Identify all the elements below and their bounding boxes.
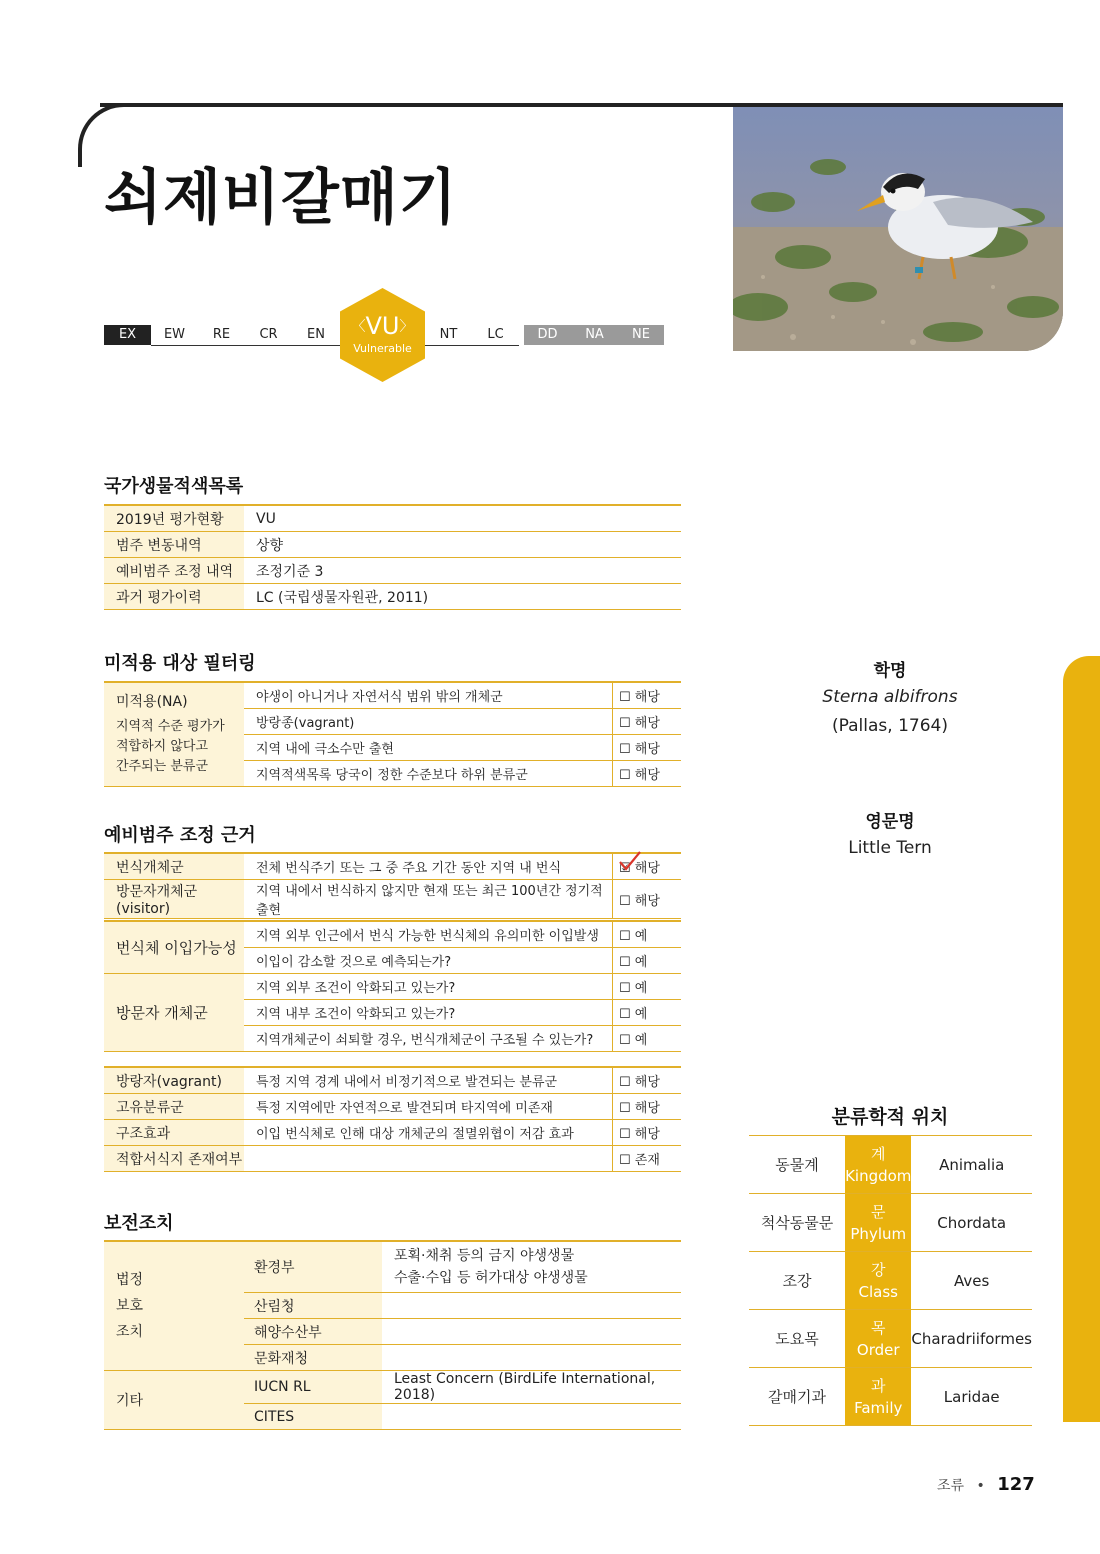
taxonomy-rank bbox=[845, 1194, 911, 1252]
taxonomy-heading: 분류학적 위치 bbox=[831, 1106, 949, 1128]
category-vu-row bbox=[340, 312, 425, 341]
category-dd: DD bbox=[524, 325, 572, 345]
taxonomy-korean: 척삭동물문 bbox=[749, 1194, 845, 1252]
vagrant-checkbox[interactable]: ☐ 해당 bbox=[613, 1067, 682, 1094]
filtering-na-cell bbox=[104, 682, 244, 787]
agency-label: 환경부 bbox=[244, 1241, 382, 1293]
footer-section: 조류 bbox=[937, 1478, 965, 1494]
taxonomy-value: Chordata bbox=[911, 1194, 1032, 1252]
national-list-value: VU bbox=[244, 505, 681, 532]
agency-value-line: 수출·수입 등 허가대상 야생생물 bbox=[394, 1270, 588, 1286]
category-nt: NT bbox=[425, 325, 472, 346]
visitor-pop-checkbox[interactable]: ☐ 예 bbox=[613, 1026, 682, 1052]
rescue-checkbox[interactable]: ☐ 해당 bbox=[613, 1120, 682, 1146]
taxonomy-value: Charadriiformes bbox=[911, 1310, 1032, 1368]
adjustment-table-1 bbox=[104, 852, 681, 919]
filtering-checkbox[interactable]: ☐ 해당 bbox=[613, 682, 682, 709]
filtering-row-text: 방랑종(vagrant) bbox=[244, 709, 613, 735]
visitor-pop-label: 방문자 개체군 bbox=[104, 974, 244, 1052]
national-list-label: 과거 평가이력 bbox=[104, 584, 244, 610]
footer-bullet: • bbox=[976, 1478, 985, 1494]
rank-english: Family bbox=[854, 1398, 903, 1417]
agency-label: IUCN RL bbox=[244, 1371, 382, 1404]
filtering-row-text: 지역적색목록 당국이 정한 수준보다 하위 분류군 bbox=[244, 761, 613, 787]
taxonomy-value: Animalia bbox=[911, 1136, 1032, 1194]
filtering-na-desc-1: 지역적 수준 평가가 bbox=[116, 719, 225, 734]
visitor-pop-text: 지역개체군이 쇠퇴할 경우, 번식개체군이 구조될 수 있는가? bbox=[244, 1026, 613, 1052]
agency-value bbox=[382, 1293, 681, 1319]
immigration-text: 이입이 감소할 것으로 예측되는가? bbox=[244, 948, 613, 974]
rank-korean: 강 bbox=[871, 1260, 886, 1279]
filtering-table bbox=[104, 681, 681, 787]
checkmark-icon bbox=[618, 850, 642, 872]
rank-korean: 목 bbox=[871, 1318, 886, 1337]
national-list-value: 조정기준 3 bbox=[244, 558, 681, 584]
agency-value: Least Concern (BirdLife International, 2018) bbox=[382, 1371, 681, 1404]
agency-label: 해양수산부 bbox=[244, 1319, 382, 1345]
rank-korean: 과 bbox=[871, 1376, 886, 1395]
breeding-check-label: ☑ 해당 bbox=[619, 861, 660, 876]
visitor-checkbox[interactable]: ☐ 해당 bbox=[613, 880, 682, 919]
category-vu-label: Vulnerable bbox=[353, 342, 412, 355]
national-list-heading: 국가생물적색목록 bbox=[104, 476, 244, 497]
adjustment-label: 적합서식지 존재여부 bbox=[104, 1146, 244, 1172]
rank-english: Order bbox=[856, 1340, 900, 1359]
filtering-checkbox[interactable]: ☐ 해당 bbox=[613, 735, 682, 761]
adjustment-table-2 bbox=[104, 920, 681, 1052]
conservation-heading: 보전조치 bbox=[104, 1213, 174, 1234]
arrow-left-icon: 〈 bbox=[351, 319, 366, 335]
tern-illustration bbox=[733, 107, 1063, 351]
adjustment-label: 구조효과 bbox=[104, 1120, 244, 1146]
taxonomy-value: Laridae bbox=[911, 1368, 1032, 1426]
agency-label: CITES bbox=[244, 1404, 382, 1430]
rank-english: Kingdom bbox=[845, 1166, 912, 1185]
adjustment-text: 특정 지역 경계 내에서 비정기적으로 발견되는 분류군 bbox=[244, 1067, 613, 1094]
agency-value bbox=[382, 1345, 681, 1371]
national-list-value: 상향 bbox=[244, 532, 681, 558]
filtering-row-text: 지역 내에 극소수만 출현 bbox=[244, 735, 613, 761]
visitor-pop-text: 지역 내부 조건이 악화되고 있는가? bbox=[244, 1000, 613, 1026]
immigration-checkbox[interactable]: ☐ 예 bbox=[613, 948, 682, 974]
national-list-label: 범주 변동내역 bbox=[104, 532, 244, 558]
agency-label: 문화재청 bbox=[244, 1345, 382, 1371]
english-name-heading: 영문명 bbox=[865, 812, 915, 832]
immigration-text: 지역 외부 인근에서 번식 가능한 번식체의 유의미한 이입발생 bbox=[244, 921, 613, 948]
taxonomy-table bbox=[749, 1135, 1032, 1426]
adjustment-text: 이입 번식체로 인해 대상 개체군의 절멸위협이 저감 효과 bbox=[244, 1120, 613, 1146]
taxonomy-rank bbox=[845, 1368, 911, 1426]
scientific-name: Sterna albifrons bbox=[822, 687, 958, 707]
adjustment-text bbox=[244, 1146, 613, 1172]
category-cr: CR bbox=[245, 325, 292, 346]
visitor-pop-text: 지역 외부 조건이 악화되고 있는가? bbox=[244, 974, 613, 1000]
agency-label: 산림청 bbox=[244, 1293, 382, 1319]
filtering-checkbox[interactable]: ☐ 해당 bbox=[613, 709, 682, 735]
visitor-pop-checkbox[interactable]: ☐ 예 bbox=[613, 1000, 682, 1026]
scientific-name-heading: 학명 bbox=[873, 661, 907, 681]
national-list-table bbox=[104, 504, 681, 610]
adjustment-label: 번식개체군 bbox=[104, 853, 244, 880]
taxonomy-korean: 갈매기과 bbox=[749, 1368, 845, 1426]
agency-value bbox=[382, 1404, 681, 1430]
agency-value bbox=[382, 1319, 681, 1345]
adjustment-label: 고유분류군 bbox=[104, 1094, 244, 1120]
scientific-author: (Pallas, 1764) bbox=[832, 716, 948, 736]
rank-english: Class bbox=[858, 1282, 898, 1301]
rank-korean: 계 bbox=[871, 1144, 886, 1163]
page-footer bbox=[937, 1474, 1035, 1495]
category-vu-badge bbox=[340, 288, 425, 382]
category-lc: LC bbox=[472, 325, 519, 346]
taxonomy-rank bbox=[845, 1252, 911, 1310]
habitat-checkbox[interactable]: ☐ 존재 bbox=[613, 1146, 682, 1172]
legal-protection-label: 법정 보호 조치 bbox=[104, 1241, 244, 1371]
rank-english: Phylum bbox=[850, 1224, 907, 1243]
taxonomy-value: Aves bbox=[911, 1252, 1032, 1310]
filtering-na-desc-3: 간주되는 분류군 bbox=[116, 759, 209, 774]
endemic-checkbox[interactable]: ☐ 해당 bbox=[613, 1094, 682, 1120]
visitor-pop-checkbox[interactable]: ☐ 예 bbox=[613, 974, 682, 1000]
rank-korean: 문 bbox=[871, 1202, 886, 1221]
category-vu: VU bbox=[365, 312, 400, 340]
arrow-right-icon: 〉 bbox=[399, 319, 414, 335]
category-na: NA bbox=[571, 325, 619, 345]
filtering-na-title: 미적용(NA) bbox=[116, 694, 188, 710]
taxonomy-rank bbox=[845, 1136, 911, 1194]
conservation-table bbox=[104, 1240, 681, 1430]
agency-value-line: 포획·채취 등의 금지 야생생물 bbox=[394, 1248, 575, 1264]
filtering-heading: 미적용 대상 필터링 bbox=[104, 653, 256, 674]
taxonomy-rank bbox=[845, 1310, 911, 1368]
filtering-na-desc-2: 적합하지 않다고 bbox=[116, 739, 209, 754]
category-ex: EX bbox=[104, 325, 151, 345]
category-en: EN bbox=[292, 325, 340, 346]
national-list-value: LC (국립생물자원관, 2011) bbox=[244, 584, 681, 610]
other-label: 기타 bbox=[104, 1371, 244, 1430]
species-photo bbox=[733, 107, 1063, 351]
national-list-label: 2019년 평가현황 bbox=[104, 505, 244, 532]
english-name: Little Tern bbox=[848, 838, 932, 858]
page-title: 쇠제비갈매기 bbox=[104, 163, 458, 233]
adjustment-text: 특정 지역에만 자연적으로 발견되며 타지역에 미존재 bbox=[244, 1094, 613, 1120]
adjustment-table-3 bbox=[104, 1066, 681, 1172]
adjustment-label: 방문자개체군(visitor) bbox=[104, 880, 244, 919]
category-re: RE bbox=[198, 325, 245, 346]
immigration-checkbox[interactable]: ☐ 예 bbox=[613, 921, 682, 948]
filtering-row-text: 야생이 아니거나 자연서식 범위 밖의 개체군 bbox=[244, 682, 613, 709]
adjustment-text: 지역 내에서 번식하지 않지만 현재 또는 최근 100년간 정기적 출현 bbox=[244, 880, 613, 919]
adjustment-text: 전체 번식주기 또는 그 중 주요 기간 동안 지역 내 번식 bbox=[244, 853, 613, 880]
adjustment-label: 방랑자(vagrant) bbox=[104, 1067, 244, 1094]
immigration-label: 번식체 이입가능성 bbox=[104, 921, 244, 974]
category-ne: NE bbox=[618, 325, 665, 345]
adjustment-heading: 예비범주 조정 근거 bbox=[104, 825, 256, 846]
taxonomy-korean: 동물계 bbox=[749, 1136, 845, 1194]
agency-value bbox=[382, 1241, 681, 1293]
national-list-label: 예비범주 조정 내역 bbox=[104, 558, 244, 584]
section-side-tab bbox=[1063, 656, 1100, 1422]
taxonomy-korean: 조강 bbox=[749, 1252, 845, 1310]
category-ew: EW bbox=[151, 325, 198, 346]
breeding-checkbox[interactable] bbox=[613, 853, 682, 880]
taxonomy-korean: 도요목 bbox=[749, 1310, 845, 1368]
page-number: 127 bbox=[997, 1474, 1035, 1495]
filtering-checkbox[interactable]: ☐ 해당 bbox=[613, 761, 682, 787]
